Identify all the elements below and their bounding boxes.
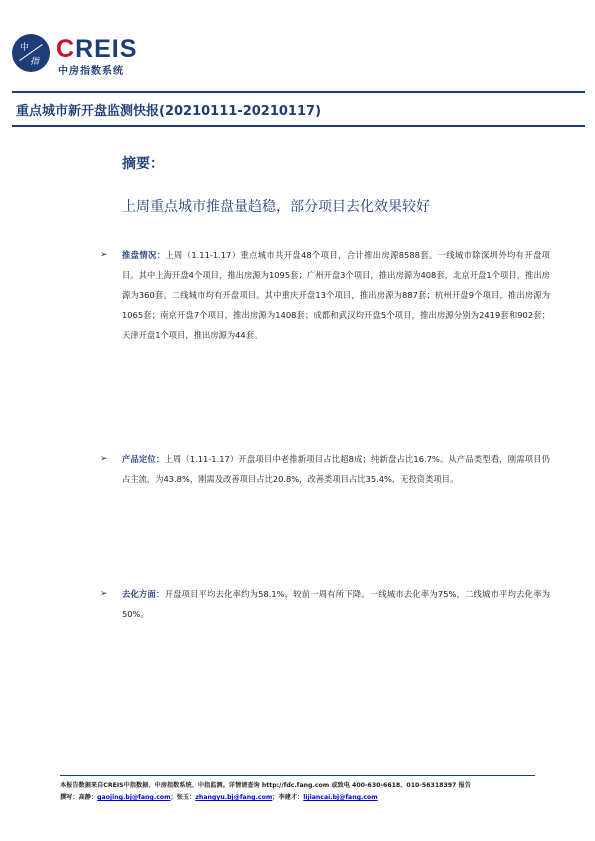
logo-mark-icon — [12, 34, 50, 72]
author-name: 李建才： — [278, 794, 304, 801]
section-label: 去化方面： — [122, 589, 165, 599]
logo-mark-top: 中 — [20, 43, 30, 53]
report-title: 重点城市新开盘监测快报(20210111-20210117) — [16, 104, 322, 119]
footer-line-2: 撰写：高静：gaojing.bj@fang.com；张玉：zhangyu.bj@fang.com；李建才：lijiancai.bj@fang.com — [60, 794, 378, 801]
section-text: 上周（1.11-1.17）开盘项目中老推新项目占比超8成；纯新盘占比16.7%。从产品类型看，刚需项目仍占主流，为43.8%，刚需及改善项目占比20.8%，改善类项目占比35.4%，无投资类项目。 — [122, 454, 550, 484]
arrow-bullet-icon: ➢ — [100, 250, 108, 260]
abstract-heading: 摘要： — [122, 156, 164, 172]
title-bottom-rule — [12, 125, 585, 127]
footer-prefix: 撰写： — [60, 794, 79, 801]
section-supply — [100, 245, 550, 345]
author-name: 高静： — [78, 794, 98, 801]
logo-subtitle: 中房指数系统 — [58, 66, 124, 77]
section-product — [100, 449, 550, 489]
arrow-bullet-icon: ➢ — [100, 589, 108, 599]
logo-mark-bottom: 指 — [30, 57, 40, 67]
section-text: 上周（1.11-1.17）重点城市共开盘48个项目，合计推出房源8588套。一线城市除深圳外均有开盘项目。其中上海开盘4个项目，推出房源为1095套；广州开盘3个项目，推出房源为408套，北京开盘1个项目，推出房源为360套。二线城市均有开盘项目。其中重庆开盘13个项目，推出房源为887套；杭州开盘9个项目，推出房源为1065套；南京开盘7个项目，推出房源为1408套；成都和武汉均开盘5个项目，推出房源分别为2419套和902套；天津开盘1个项目，推出房源为44套。 — [122, 250, 550, 340]
creis-logo — [12, 34, 162, 78]
author-name: 张玉： — [176, 794, 196, 801]
section-label: 推盘情况： — [122, 250, 166, 260]
section-label: 产品定位： — [122, 454, 165, 464]
author-email-link[interactable]: lijiancai.bj@fang.com — [303, 794, 378, 801]
section-text: 开盘项目平均去化率约为58.1%，较前一周有所下降。一线城市去化率为75%，二线城市平均去化率为50%。 — [122, 589, 550, 619]
headline: 上周重点城市推盘量趋稳，部分项目去化效果较好 — [122, 199, 430, 215]
title-top-rule — [12, 91, 585, 93]
footer-line-1: 本报告数据来自CREIS中指数据、中房指数系统、中指监测。详情请查询 http://fdc.fang.com 或致电 400-630-6618、010-56318397 报告 — [60, 782, 471, 789]
footer-rule — [60, 775, 535, 776]
author-email-link[interactable]: gaojing.bj@fang.com — [97, 794, 171, 801]
arrow-bullet-icon: ➢ — [100, 454, 108, 464]
logo-wordmark: CREIS — [56, 35, 138, 63]
section-absorption — [100, 584, 550, 624]
author-email-link[interactable]: zhangyu.bj@fang.com — [195, 794, 273, 801]
